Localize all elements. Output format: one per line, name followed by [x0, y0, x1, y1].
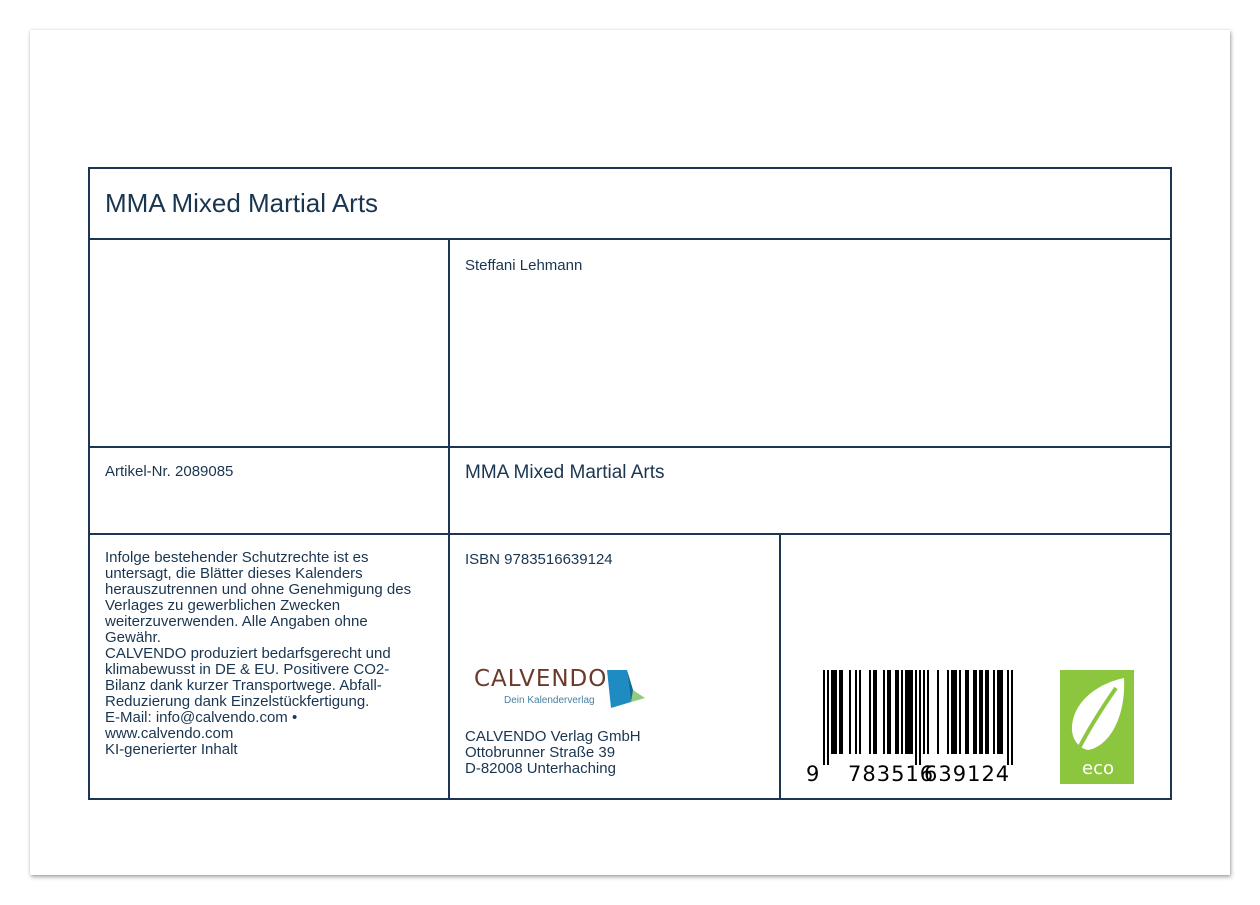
barcode-bar — [1001, 670, 1003, 754]
barcode-bar — [973, 670, 975, 754]
legal-line: CALVENDO produziert bedarfsgerecht und — [105, 645, 391, 662]
address-line: Ottobrunner Straße 39 — [465, 744, 616, 761]
publisher-address — [465, 729, 641, 777]
barcode-bar — [855, 670, 857, 754]
barcode-bar — [937, 670, 939, 754]
barcode-guard-bar — [823, 670, 825, 765]
barcode-bar — [897, 670, 899, 754]
barcode-bar — [999, 670, 1001, 754]
legal-line: Reduzierung dank Einzelstückfertigung. — [105, 693, 370, 710]
barcode-bar — [859, 670, 861, 754]
barcode-bar — [841, 670, 843, 754]
eco-badge — [1060, 670, 1134, 784]
barcode-bar — [895, 670, 897, 754]
barcode-bar — [923, 670, 925, 754]
barcode-bar — [953, 670, 955, 754]
legal-line: herauszutrennen und ohne Genehmigung des — [105, 581, 412, 598]
address-line: D-82008 Unterhaching — [465, 760, 616, 777]
product-title: MMA Mixed Martial Arts — [465, 462, 665, 483]
address-line: CALVENDO Verlag GmbH — [465, 728, 641, 745]
legal-line: weiterzuverwenden. Alle Angaben ohne — [105, 613, 368, 630]
barcode-bar — [869, 670, 871, 754]
barcode-bar — [959, 670, 961, 754]
barcode-bar — [967, 670, 969, 754]
barcode-bar — [993, 670, 995, 754]
legal-line: Infolge bestehender Schutzrechte ist es — [105, 549, 369, 566]
barcode-bar — [887, 670, 889, 754]
barcode-bar — [985, 670, 987, 754]
calendar-page-icon — [607, 670, 645, 710]
barcode-bar — [947, 670, 949, 754]
logo-tagline: Dein Kalenderverlag — [504, 695, 595, 706]
logo-wordmark: CALVENDO — [474, 666, 608, 692]
legal-notice — [105, 550, 445, 758]
barcode-bar — [849, 670, 851, 754]
barcode-digit-group: 783516 — [848, 762, 935, 786]
barcode-guard-bar — [827, 670, 829, 765]
barcode-bar — [839, 670, 841, 754]
barcode-bar — [905, 670, 907, 754]
barcode-bar — [997, 670, 999, 754]
barcode-bar — [875, 670, 877, 754]
legal-line: www.calvendo.com — [105, 725, 234, 742]
barcode-digit-group: 639124 — [924, 762, 1011, 786]
legal-line: Bilanz dank kurzer Transportwege. Abfall- — [105, 677, 382, 694]
isbn: ISBN 9783516639124 — [465, 551, 613, 568]
eco-label: eco — [1082, 758, 1114, 779]
calvendo-logo — [474, 666, 654, 714]
legal-line: Gewähr. — [105, 629, 161, 646]
barcode-guard-bar — [1011, 670, 1013, 765]
legal-line: E-Mail: info@calvendo.com • — [105, 709, 298, 726]
barcode-bar — [907, 670, 909, 754]
barcode-bar — [883, 670, 885, 754]
barcode — [804, 670, 1014, 788]
barcode-bar — [965, 670, 967, 754]
barcode-bar — [979, 670, 981, 754]
barcode-bar — [889, 670, 891, 754]
barcode-bar — [951, 670, 953, 754]
barcode-digit-group: 9 — [806, 762, 821, 786]
legal-line: untersagt, die Blätter dieses Kalenders — [105, 565, 363, 582]
barcode-guard-bar — [1007, 670, 1009, 765]
page-title: MMA Mixed Martial Arts — [105, 188, 379, 218]
divider — [448, 239, 450, 798]
barcode-bar — [975, 670, 977, 754]
divider — [90, 446, 1170, 448]
divider — [90, 533, 1170, 535]
barcode-bar — [831, 670, 833, 754]
legal-line: klimabewusst in DE & EU. Positivere CO2- — [105, 661, 390, 678]
legal-line: Verlages zu gewerblichen Zwecken — [105, 597, 341, 614]
barcode-bar — [909, 670, 911, 754]
barcode-guard-bar — [915, 670, 917, 765]
barcode-bar — [901, 670, 903, 754]
divider — [779, 534, 781, 798]
barcode-bar — [835, 670, 837, 754]
barcode-bar — [955, 670, 957, 754]
barcode-bar — [981, 670, 983, 754]
barcode-bar — [911, 670, 913, 754]
legal-line: KI-generierter Inhalt — [105, 741, 238, 758]
barcode-bar — [927, 670, 929, 754]
article-number: Artikel-Nr. 2089085 — [105, 463, 234, 480]
divider — [90, 238, 1170, 240]
barcode-bar — [987, 670, 989, 754]
author-name: Steffani Lehmann — [465, 257, 583, 274]
barcode-guard-bar — [919, 670, 921, 765]
barcode-bar — [873, 670, 875, 754]
leaf-icon — [1066, 676, 1128, 756]
barcode-bar — [833, 670, 835, 754]
info-grid — [88, 167, 1172, 800]
barcode-bars — [823, 670, 1023, 765]
